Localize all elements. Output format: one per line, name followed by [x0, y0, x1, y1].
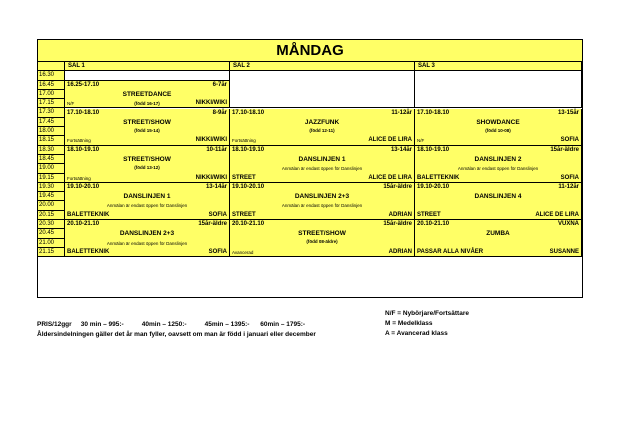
time-slot: 20.00 [38, 201, 65, 210]
class-born: (född 13-12) [134, 164, 160, 170]
price-line: PRIS/12ggr 30 min – 995:- 40min – 1250:- 45min – 1395:- 60min – 1795:- [37, 321, 306, 328]
class-age: 8-9år [212, 109, 227, 116]
class-age: 13-14år [390, 146, 412, 153]
class-time: 16.25-17.10 [67, 81, 100, 88]
class-title: DANSLINJEN 2+3 [294, 193, 350, 201]
class-level: Fortsättning [232, 138, 256, 144]
class-teacher: ALICE DE LIRA [368, 174, 412, 181]
class-title: DANSLINJEN 1 [298, 155, 346, 163]
class-title: JAZZFUNK [304, 118, 340, 126]
time-slot: 16.45 [38, 81, 65, 90]
class-teacher: SUSANNE [549, 248, 579, 255]
class-age: 15år-äldre [383, 221, 412, 228]
class-born: (född 08-äldre) [306, 239, 338, 245]
class-teacher: ALICE DE LIRA [535, 211, 579, 218]
class-teacher: SOFIA [208, 211, 227, 218]
class-style: STREET [232, 211, 256, 218]
class-style: BALETTEKNIK [417, 174, 460, 181]
class-level: N/F [67, 101, 75, 107]
class-title: SHOWDANCE [476, 118, 520, 126]
class-title: DANSLINJEN 2+3 [119, 230, 175, 238]
legend-item: M = Medelklass [385, 320, 433, 327]
time-slot: 18.30 [38, 146, 65, 155]
class-time: 18.10-19.10 [417, 146, 450, 153]
time-slot: 21.15 [38, 248, 65, 257]
class-block [65, 81, 230, 109]
hall-header-3: SAL 3 [415, 62, 582, 71]
class-time: 19.10-20.10 [67, 183, 100, 190]
class-teacher: SOFIA [560, 137, 579, 144]
age-note: Åldersindelningen gäller det år man fyller, oavsett om man är född i januari eller december [37, 331, 316, 338]
time-slot: 19.45 [38, 192, 65, 201]
class-age: 11-12år [391, 109, 412, 116]
class-block [230, 220, 415, 257]
class-note: Anmälan är endast öppen för Danslinjen [106, 203, 188, 209]
class-born: (född 10-08) [485, 127, 511, 133]
class-style: STREET [417, 211, 441, 218]
class-block [415, 109, 582, 146]
class-teacher: ALICE DE LIRA [368, 137, 412, 144]
class-note: Anmälan är endast öppen för Danslinjen [281, 166, 363, 172]
class-title: DANSLINJEN 2 [474, 155, 522, 163]
class-title: STREET/SHOW [123, 155, 171, 163]
time-slot: 20.15 [38, 211, 65, 220]
class-block [230, 109, 415, 146]
class-block [415, 220, 582, 257]
class-age: 13-14år [205, 183, 227, 190]
time-column [38, 62, 65, 257]
class-title: STREETDANCE [122, 90, 172, 98]
class-age: 6-7år [212, 81, 227, 88]
time-slot: 20.45 [38, 229, 65, 238]
class-age: 11-12år [558, 183, 579, 190]
class-born: (född 16-17) [134, 101, 160, 107]
class-teacher: SOFIA [560, 174, 579, 181]
hall-header-1: SAL 1 [65, 62, 230, 71]
time-slot: 19.15 [38, 174, 65, 183]
class-style: BALETTEKNIK [67, 211, 110, 218]
schedule-table [37, 39, 583, 298]
class-block [65, 183, 230, 220]
class-age: 10-11år [206, 146, 227, 153]
time-slot: 19.30 [38, 183, 65, 192]
class-block [230, 183, 415, 220]
class-block [65, 220, 230, 257]
time-slot: 21.00 [38, 239, 65, 248]
class-teacher: NIKKI/WIKI [195, 174, 227, 181]
class-title: STREET/SHOW [123, 118, 171, 126]
class-block [230, 146, 415, 183]
class-style: PASSAR ALLA NIVÅER [417, 248, 484, 255]
class-title: DANSLINJEN 4 [474, 193, 522, 201]
class-level: Avancerad [232, 249, 254, 255]
class-time: 20.10-21.10 [232, 221, 265, 228]
class-time: 20.10-21.10 [417, 221, 450, 228]
class-time: 17.10-18.10 [417, 109, 450, 116]
class-teacher: NIKKI/WIKI [195, 100, 227, 107]
time-slot: 16.30 [38, 71, 65, 80]
class-style: STREET [232, 174, 256, 181]
class-level: Fortsättning [67, 175, 91, 181]
legend-item: N/F = Nybörjare/Fortsättare [385, 310, 469, 317]
time-slot: 18.00 [38, 127, 65, 136]
class-teacher: SOFIA [208, 248, 227, 255]
class-note: Anmälan är endast öppen för Danslinjen [281, 203, 363, 209]
time-slot: 19.00 [38, 164, 65, 173]
legend-item: A = Avancerad klass [385, 330, 448, 337]
class-age: 15år-äldre [550, 146, 579, 153]
time-slot: 17.00 [38, 90, 65, 99]
day-title: MÅNDAG [38, 40, 582, 62]
class-title: ZUMBA [486, 230, 510, 238]
class-style: BALETTEKNIK [67, 248, 110, 255]
class-time: 18.10-19.10 [67, 146, 100, 153]
class-block [415, 183, 582, 220]
time-slot: 17.15 [38, 99, 65, 108]
class-block [415, 146, 582, 183]
class-time: 17.10-18.10 [232, 109, 265, 116]
class-age: 15år-äldre [383, 183, 412, 190]
class-time: 17.10-18.10 [67, 109, 100, 116]
empty-cell [230, 71, 415, 108]
class-block [65, 146, 230, 183]
time-slot: 18.15 [38, 136, 65, 145]
class-age: 13-15år [557, 109, 579, 116]
empty-cell [415, 71, 582, 108]
class-title: DANSLINJEN 1 [123, 193, 171, 201]
class-born: (född 15-14) [134, 127, 160, 133]
class-block [65, 109, 230, 146]
class-age: 15år-äldre [198, 221, 227, 228]
class-teacher: NIKKI/WIKI [195, 137, 227, 144]
class-time: 19.10-20.10 [232, 183, 265, 190]
class-teacher: ADRIAN [388, 211, 412, 218]
time-header-cell [38, 62, 65, 71]
class-level: N/F [417, 138, 425, 144]
empty-cell [65, 71, 230, 80]
class-note: Anmälan är endast öppen för Danslinjen [106, 240, 188, 246]
schedule-grid [38, 62, 582, 297]
time-slot: 20.30 [38, 220, 65, 229]
hall-header-2: SAL 2 [230, 62, 415, 71]
time-slot: 17.30 [38, 108, 65, 117]
class-level: Fortsättning [67, 138, 91, 144]
class-teacher: ADRIAN [388, 248, 412, 255]
class-time: 20.10-21.10 [67, 221, 100, 228]
time-slot: 18.45 [38, 155, 65, 164]
class-born: (född 12-11) [309, 127, 335, 133]
class-note: Anmälan är endast öppen för Danslinjen [457, 166, 539, 172]
class-age: VUXNA [557, 221, 579, 228]
class-time: 19.10-20.10 [417, 183, 450, 190]
class-title: STREET/SHOW [298, 230, 346, 238]
time-slot: 17.45 [38, 118, 65, 127]
class-time: 18.10-19.10 [232, 146, 265, 153]
